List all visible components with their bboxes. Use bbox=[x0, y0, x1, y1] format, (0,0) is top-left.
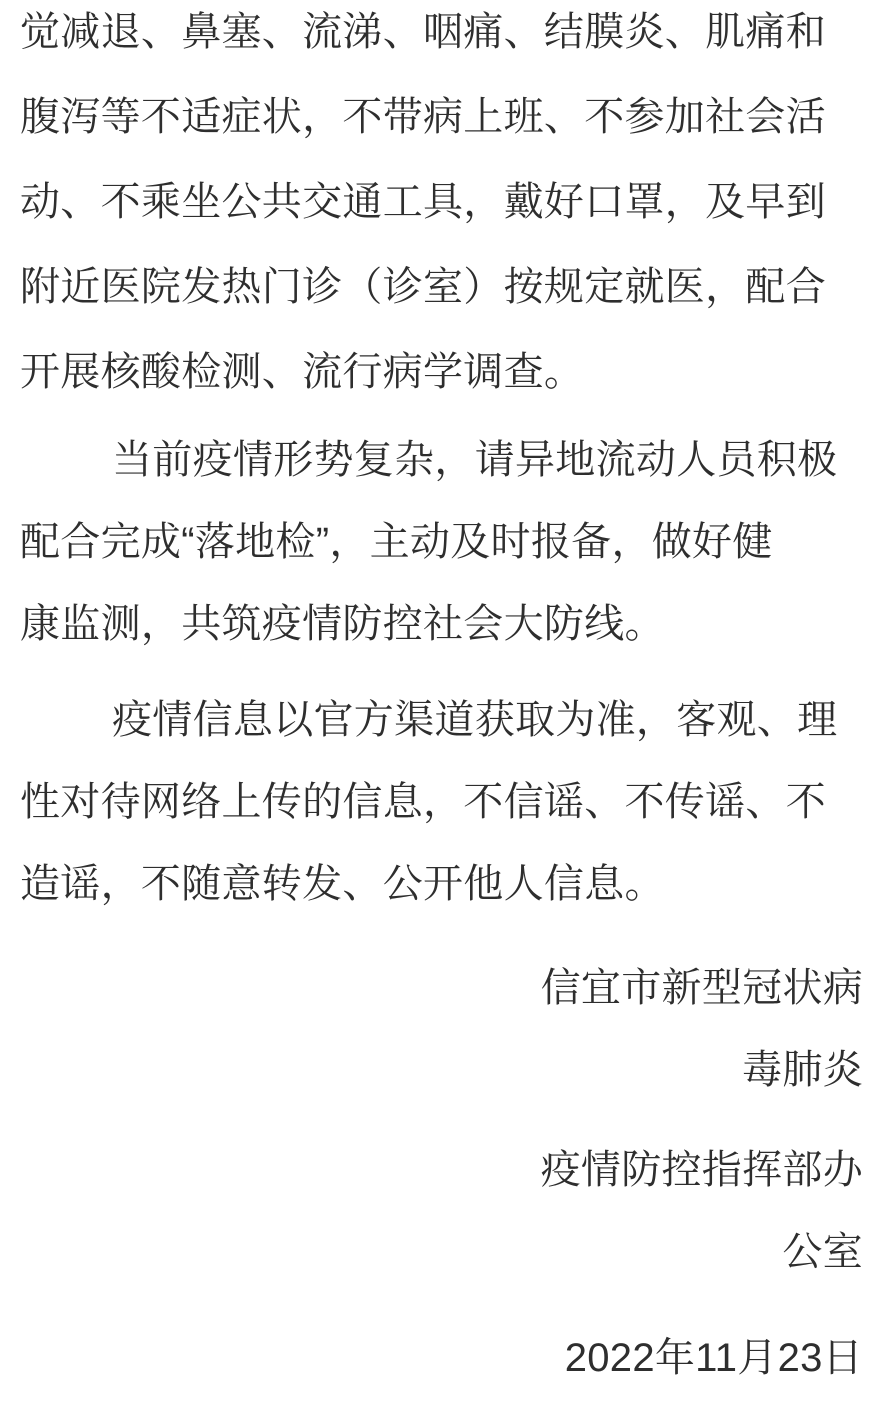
text-line: 觉减退、鼻塞、流涕、咽痛、结膜炎、肌痛和 bbox=[20, 10, 826, 54]
paragraph-official-info bbox=[20, 679, 863, 925]
paragraph-arrival-check bbox=[20, 419, 863, 665]
signature-office-line: 疫情防控指挥部办 bbox=[540, 1148, 863, 1192]
text-line: 康监测，共筑疫情防控社会大防线。 bbox=[20, 602, 665, 646]
text-line: 开展核酸检测、流行病学调查。 bbox=[20, 350, 585, 394]
paragraph-symptoms bbox=[20, 0, 863, 415]
signature-office bbox=[20, 1129, 863, 1293]
text-line: 当前疫情形势复杂，请异地流动人员积极 bbox=[112, 438, 838, 482]
text-line: 疫情信息以官方渠道获取为准，客观、理 bbox=[112, 698, 838, 742]
signature-org-line: 信宜市新型冠状病 bbox=[540, 966, 863, 1010]
text-line: 腹泻等不适症状，不带病上班、不参加社会活 bbox=[20, 95, 826, 139]
signature-org-line: 毒肺炎 bbox=[742, 1048, 863, 1092]
signature-org bbox=[20, 947, 863, 1111]
signature-block bbox=[20, 947, 863, 1399]
signature-date-line: 2022年11月23日 bbox=[564, 1336, 863, 1380]
signature-date bbox=[20, 1317, 863, 1399]
text-line: 性对待网络上传的信息，不信谣、不传谣、不 bbox=[20, 780, 826, 824]
text-line: 配合完成“落地检”，主动及时报备，做好健 bbox=[20, 520, 773, 564]
text-line: 动、不乘坐公共交通工具，戴好口罩，及早到 bbox=[20, 180, 826, 224]
text-line: 造谣，不随意转发、公开他人信息。 bbox=[20, 862, 665, 906]
text-line: 附近医院发热门诊（诊室）按规定就医，配合 bbox=[20, 265, 826, 309]
signature-office-line: 公室 bbox=[782, 1230, 863, 1274]
